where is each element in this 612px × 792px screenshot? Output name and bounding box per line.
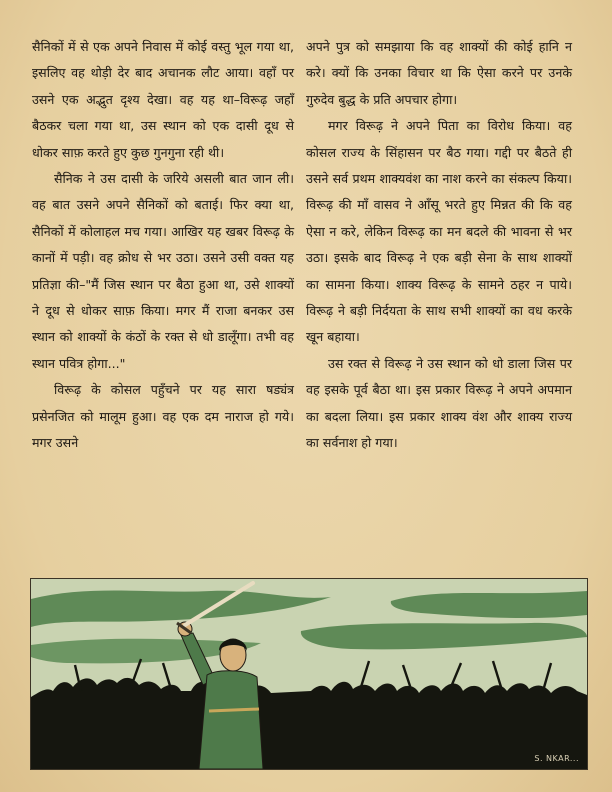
right-paragraph-2: मगर विरूढ़ ने अपने पिता का विरोध किया। वह कोसल राज्य के सिंहासन पर बैठ गया। गद्दी पर बैठते ही उसने सर्व प्रथम शाक्यवंश का नाश करने का संकल्प किया। विरूढ़ की माँ वासव ने आँसू भरते हुए मिन्नत की कि वह ऐसा न करे, लेकिन विरूढ़ का मन बदले की भावना से भर उठा। इसके बाद विरूढ़ ने एक बड़ी सेना के साथ शाक्यों का सामना किया। शाक्य विरूढ़ के सामने ठहर न पाये। विरूढ़ ने बड़ी निर्दयता के साथ सभी शाक्यों का वध करके खून बहाया। [306,118,572,345]
right-paragraph-1: अपने पुत्र को समझाया कि वह शाक्यों की कोई हानि न करे। क्यों कि उनका विचार था कि ऐसा करने पर उनके गुरुदेव बुद्ध के प्रति अपचार होगा। [306,39,572,107]
left-paragraph-2: सैनिक ने उस दासी के जरिये असली बात जान ली। वह बात उसने अपने सैनिकों को बताई। फिर क्या था, सैनिकों में कोलाहल मच गया। आखिर यह खबर विरूढ़ के कानों में पड़ी। वह क्रोध से भर उठा। उसने उसी वक्त यह प्रतिज्ञा की–"मैं जिस स्थान पर बैठा हुआ था, उसे शाक्यों ने दूध से धोकर साफ़ किया। मगर मैं राजा बनकर उस स्थान को शाक्यों के कंठों के रक्त से धो डालूँगा। तभी वह स्थान पवित्र होगा..." [32,171,294,371]
right-text-column [306,34,572,457]
left-text-column [32,34,294,457]
crowd-silhouette [31,678,587,769]
left-paragraph-1: सैनिकों में से एक अपने निवास में कोई वस्तु भूल गया था, इसलिए वह थोड़ी देर बाद अचानक लौट आया। वहाँ पर उसने एक अद्भुत दृश्य देखा। वह यह था–विरूढ़ जहाँ बैठकर चला गया था, उस स्थान को एक दासी दूध से धोकर साफ़ करते हुए कुछ गुनगुना रही थी। [32,39,294,160]
artist-signature: S. NKAR... [534,754,579,763]
battle-scene-drawing [31,579,587,769]
battle-illustration [30,578,588,770]
king-belt [209,709,259,711]
king-body [199,671,263,769]
left-paragraph-3: विरूढ़ के कोसल पहुँचने पर यह सारा षड्यंत्र प्रसेनजित को मालूम हुआ। वह एक दम नाराज हो गये। मगर उसने [32,382,294,451]
right-paragraph-3: उस रक्त से विरूढ़ ने उस स्थान को धो डाला जिस पर वह इसके पूर्व बैठा था। इस प्रकार विरूढ़ ने अपने अपमान का बदला लिया। इस प्रकार शाक्य वंश और शाक्य राज्य का सर्वनाश हो गया। [306,355,572,451]
